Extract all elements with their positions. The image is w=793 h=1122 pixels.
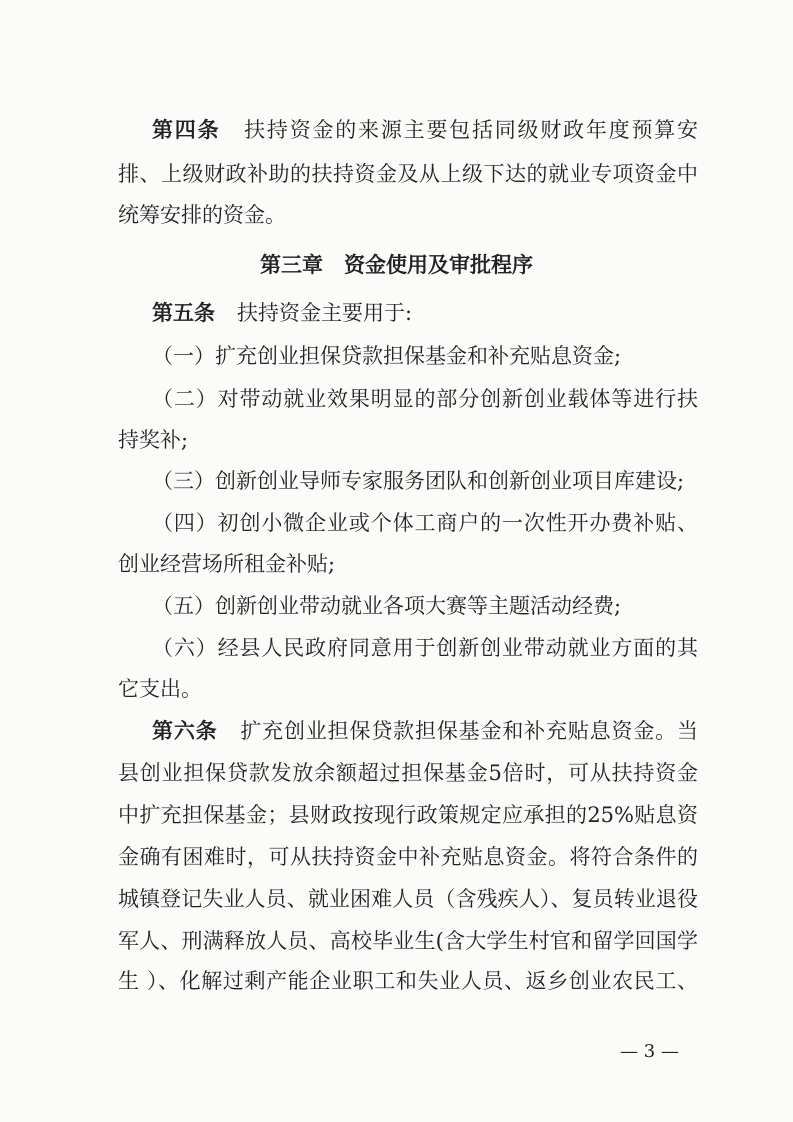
article4-label: 第四条	[152, 118, 221, 142]
article5-item-1: （一）扩充创业担保贷款担保基金和补充贴息资金;	[152, 344, 622, 368]
article6-line-4: 金确有困难时，可从扶持资金中补充贴息资金。将符合条件的	[118, 845, 698, 869]
article5-item-3: （三）创新创业导师专家服务团队和创新创业项目库建设;	[152, 469, 685, 493]
page-number: — 3 —	[620, 1041, 679, 1062]
article6-text-1: 扩充创业担保贷款担保基金和补充贴息资金。当	[239, 719, 698, 743]
article6-line-6: 军人、刑满释放人员、高校毕业生(含大学生村官和留学回国学	[118, 929, 698, 953]
article6-label: 第六条	[152, 719, 218, 743]
article5-item-4a: （四）初创小微企业或个体工商户的一次性开办费补贴、	[152, 511, 698, 535]
article6-line-1	[152, 716, 698, 746]
article4-line-3: 统筹安排的资金。	[118, 203, 286, 227]
article6-line-2: 县创业担保贷款发放余额超过担保基金5倍时，可从扶持资金	[118, 761, 698, 785]
article6-line-7: 生 ）、化解过剩产能企业职工和失业人员、返乡创业农民工、	[118, 969, 698, 993]
article4-line-2: 排、上级财政补助的扶持资金及从上级下达的就业专项资金中	[118, 162, 698, 186]
article5-intro: 扶持资金主要用于:	[237, 301, 413, 325]
article5-item-4b: 创业经营场所租金补贴;	[118, 552, 336, 576]
article5-item-2a: （二）对带动就业效果明显的部分创新创业载体等进行扶	[152, 387, 698, 411]
article5-label: 第五条	[152, 301, 215, 325]
article6-line-3: 中扩充担保基金；县财政按现行政策规定应承担的25%贴息资	[118, 803, 698, 827]
article5-line-1	[152, 298, 698, 328]
article4-line-1	[152, 115, 698, 145]
chapter3-heading: 第三章 资金使用及审批程序	[260, 253, 533, 277]
article5-item-5: （五）创新创业带动就业各项大赛等主题活动经费;	[152, 594, 622, 618]
article6-line-5: 城镇登记失业人员、就业困难人员（含残疾人）、复员转业退役	[118, 887, 698, 911]
article5-item-2b: 持奖补;	[118, 428, 189, 452]
article4-text-1: 扶持资金的来源主要包括同级财政年度预算安	[242, 118, 699, 142]
article5-item-6a: （六）经县人民政府同意用于创新创业带动就业方面的其	[152, 636, 698, 660]
article5-item-6b: 它支出。	[118, 677, 202, 701]
